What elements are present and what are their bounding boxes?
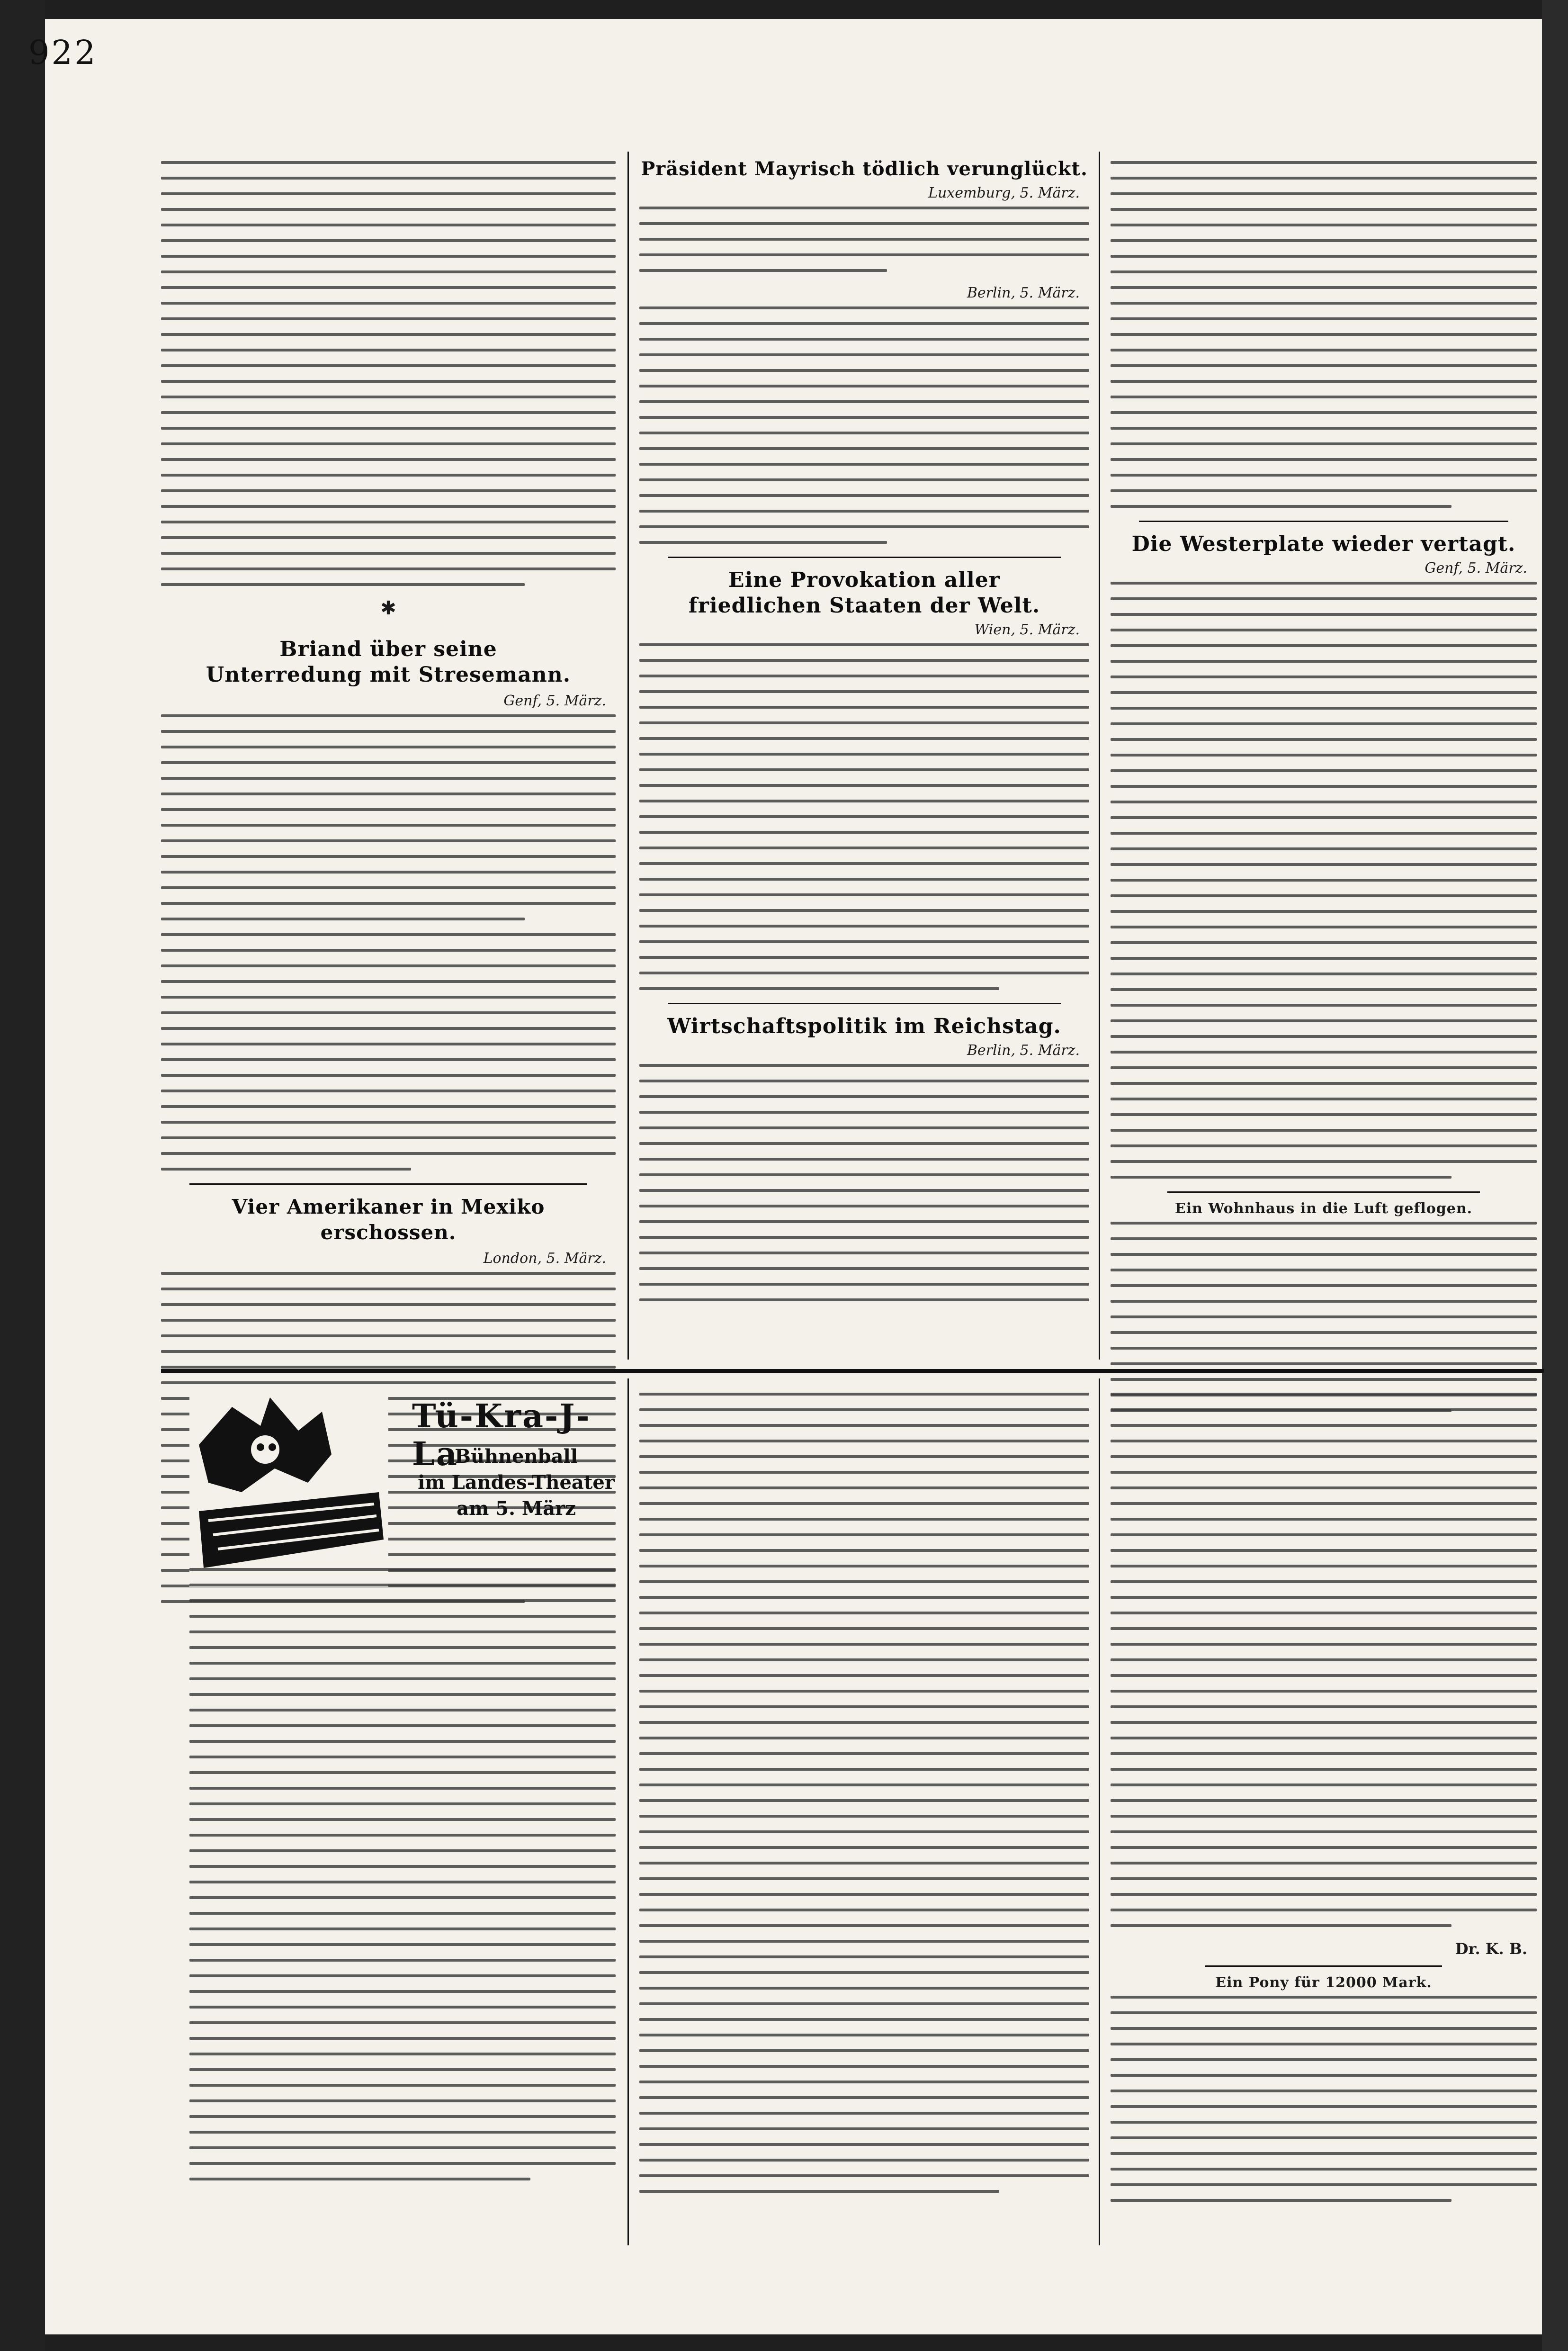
article-briand-body [161, 714, 616, 1171]
dateline-provokation: Wien, 5. März. [974, 622, 1080, 638]
dateline-westerplate: Genf, 5. März. [1425, 560, 1527, 576]
dateline-mayrisch-berlin: Berlin, 5. März. [967, 285, 1080, 301]
article-westerplate-body [1111, 582, 1537, 1179]
dateline-briand: Genf, 5. März. [503, 693, 606, 709]
headline-amerikaner-mexiko: Vier Amerikaner in Mexiko erschossen. [232, 1195, 545, 1244]
scan-edge-left [0, 0, 45, 2351]
dateline-mayrisch-luxemburg: Luxemburg, 5. März. [928, 185, 1080, 201]
column-3 [1111, 156, 1537, 1425]
heading-pony: Ein Pony für 12000 Mark. [1215, 1974, 1432, 1991]
article-mayrisch-intro [639, 207, 1089, 272]
article-divider [189, 1183, 587, 1185]
article-divider [1205, 1965, 1442, 1967]
author-signature: Dr. K. B. [1455, 1940, 1527, 1958]
ad-subtitle-3: am 5. März [457, 1497, 576, 1520]
column-rule-1 [627, 152, 629, 1360]
feuilleton-text-1 [189, 1568, 616, 2180]
feuilleton-column-3 [1111, 1388, 1537, 2215]
page-number: 922 [28, 33, 98, 72]
article-wirtschaftspolitik-body [639, 1064, 1089, 1301]
ad-title: Tü-Kra-J-La [412, 1397, 591, 1473]
dateline-amerikaner: London, 5. März. [483, 1250, 606, 1267]
headline-provokation: Eine Provokation aller friedlichen Staaten der Welt. [688, 568, 1040, 618]
scan-edge-right [1542, 0, 1568, 2351]
feuilleton-text-2 [639, 1393, 1089, 2193]
headline-westerplate: Die Westerplate wieder vertagt. [1131, 532, 1516, 556]
article-provokation-body [639, 643, 1089, 990]
article-divider [1139, 521, 1508, 522]
article-divider [668, 557, 1061, 558]
ad-subtitle-2: im Landes-Theater [418, 1471, 615, 1494]
feuilleton-column-rule-2 [1099, 1378, 1100, 2245]
scan-edge-bottom [0, 2334, 1568, 2351]
col1-lead-text [161, 161, 616, 586]
column-rule-2 [1099, 152, 1100, 1360]
headline-briand: Briand über seine Unterredung mit Stresemann. [206, 637, 571, 687]
feuilleton-rule [161, 1369, 1544, 1373]
feuilleton-text-3 [1111, 1393, 1537, 1927]
ad-subtitle-1: Bühnenball [455, 1445, 578, 1468]
heading-wohnhaus: Ein Wohnhaus in die Luft geflogen. [1174, 1200, 1473, 1217]
dateline-wirtschaftspolitik: Berlin, 5. März. [967, 1042, 1080, 1059]
masked-figure-illustration [189, 1388, 388, 1587]
scan-edge-top [0, 0, 1568, 19]
feuilleton-column-1 [189, 1563, 616, 2193]
feuilleton-column-2 [639, 1388, 1089, 2206]
separator-star: ✱ [380, 597, 396, 619]
headline-wirtschaftspolitik: Wirtschaftspolitik im Reichstag. [667, 1014, 1061, 1038]
ball-advertisement [189, 1388, 616, 1587]
headline-mayrisch: Präsident Mayrisch tödlich verunglückt. [641, 158, 1088, 180]
article-wohnhaus-body [1111, 1222, 1537, 1412]
article-divider [1167, 1191, 1480, 1193]
feuilleton-column-rule-1 [627, 1378, 629, 2245]
col3-lead-text [1111, 161, 1537, 508]
column-2 [639, 156, 1089, 1314]
article-divider [668, 1003, 1061, 1004]
article-mayrisch-body [639, 306, 1089, 544]
article-pony-body [1111, 1996, 1537, 2202]
